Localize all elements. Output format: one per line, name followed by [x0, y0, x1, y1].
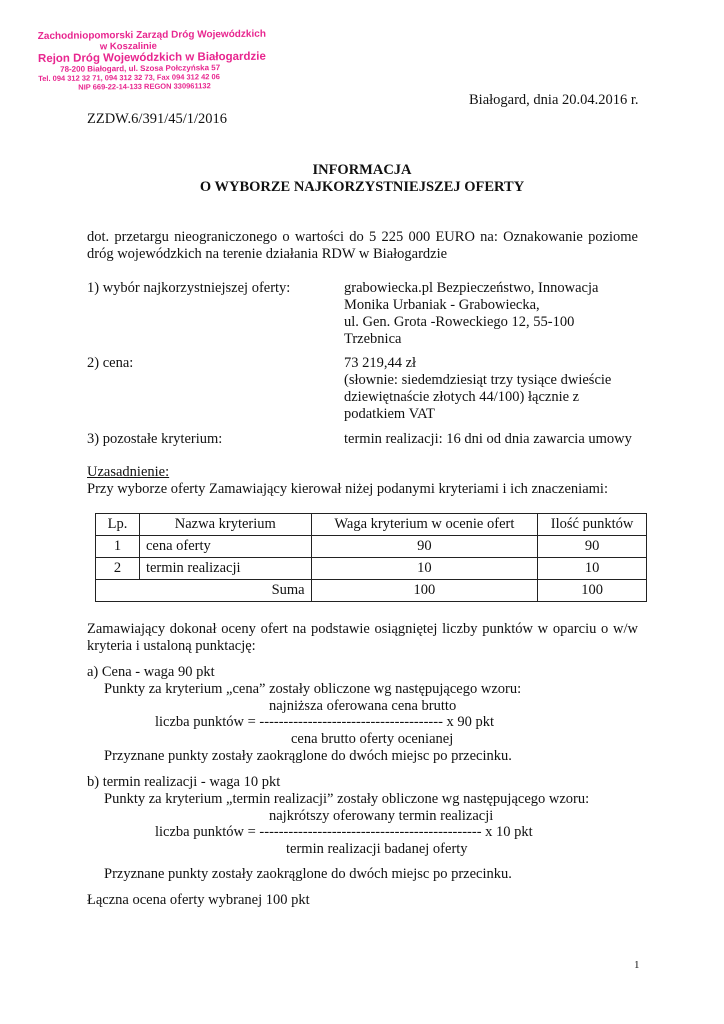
page-number: 1 [634, 959, 640, 971]
criterion-b-intro: Punkty za kryterium „termin realizacji” zostały obliczone wg następującego wzoru: [104, 791, 590, 807]
place-date: Białogard, dnia 20.04.2016 r. [469, 92, 639, 108]
office-stamp [37, 28, 266, 92]
item-label: 1) wybór najkorzystniejszej oferty: [87, 280, 291, 296]
table-row [96, 536, 647, 558]
table-cell: 90 [311, 536, 538, 558]
formula-line: liczba punktów = -------------------------------------- x 90 pkt [155, 714, 495, 730]
formula-numerator: najkrótszy oferowany termin realizacji [269, 808, 494, 824]
item-value: dziewiętnaście złotych 44/100) łącznie z [344, 389, 580, 405]
item-value: Monika Urbaniak - Grabowiecka, [344, 297, 540, 313]
document-title: INFORMACJA [312, 162, 412, 178]
stamp-line: 78-200 Białogard, ul. Szosa Połczyńska 57 [60, 63, 221, 74]
table-header-cell: Ilość punktów [538, 514, 647, 536]
item-value: (słownie: siedemdziesiąt trzy tysiące dwieście [344, 372, 612, 388]
stamp-line: w Koszalinie [99, 40, 157, 53]
formula-line: liczba punktów = ---------------------------------------------- x 10 pkt [155, 824, 533, 840]
table-row [96, 558, 647, 580]
table-cell: cena oferty [139, 536, 311, 558]
item-label: 2) cena: [87, 355, 134, 371]
table-header-cell: Waga kryterium w ocenie ofert [311, 514, 538, 536]
formula-denominator: termin realizacji badanej oferty [286, 841, 468, 857]
table-cell: termin realizacji [139, 558, 311, 580]
formula-numerator: najniższa oferowana cena brutto [269, 698, 457, 714]
table-header-row [96, 514, 647, 536]
reference-number: ZZDW.6/391/45/1/2016 [87, 111, 228, 127]
stamp-line: Tel. 094 312 32 71, 094 312 32 73, Fax 094 312 42 06 [38, 72, 220, 84]
criterion-b-title: b) termin realizacji - waga 10 pkt [87, 774, 281, 790]
table-cell: 10 [311, 558, 538, 580]
sum-weight: 100 [311, 580, 538, 602]
stamp-line: Rejon Dróg Wojewódzkich w Białogardzie [37, 50, 266, 66]
table-header-cell: Lp. [96, 514, 140, 536]
criteria-table [95, 513, 647, 602]
item-value: ul. Gen. Grota -Roweckiego 12, 55-100 [344, 314, 575, 330]
table-cell: 1 [96, 536, 140, 558]
intro-line: dróg wojewódzkich na terenie działania RDW w Białogardzie [87, 246, 448, 262]
table-cell: 10 [538, 558, 647, 580]
table-sum-row [96, 580, 647, 602]
evaluation-paragraph: Zamawiający dokonał oceny ofert na podstawie osiągniętej liczby punktów w oparciu o w/w [87, 621, 638, 637]
evaluation-paragraph: kryteria i ustaloną punktację: [87, 638, 256, 654]
item-label: 3) pozostałe kryterium: [87, 431, 223, 447]
item-value: Trzebnica [344, 331, 402, 347]
sum-label: Suma [96, 580, 312, 602]
document-subtitle: O WYBORZE NAJKORZYSTNIEJSZEJ OFERTY [199, 179, 525, 195]
justification-text: Przy wyborze oferty Zamawiający kierował niżej podanymi kryteriami i ich znaczeniami: [87, 481, 608, 497]
rounding-note: Przyznane punkty zostały zaokrąglone do dwóch miejsc po przecinku. [104, 748, 512, 764]
item-value: 73 219,44 zł [344, 355, 417, 371]
table-cell: 2 [96, 558, 140, 580]
total-score: Łączna ocena oferty wybranej 100 pkt [87, 892, 310, 908]
item-value: grabowiecka.pl Bezpieczeństwo, Innowacja [344, 280, 599, 296]
justification-heading: Uzasadnienie: [87, 464, 170, 480]
table-header-cell: Nazwa kryterium [139, 514, 311, 536]
item-value: termin realizacji: 16 dni od dnia zawarcia umowy [344, 431, 632, 447]
sum-points: 100 [538, 580, 647, 602]
item-value: podatkiem VAT [344, 406, 435, 422]
criterion-a-intro: Punkty za kryterium „cena” zostały obliczone wg następującego wzoru: [104, 681, 522, 697]
intro-line: dot. przetargu nieograniczonego o wartości do 5 225 000 EURO na: Oznakowanie poziome [87, 229, 638, 245]
table-cell: 90 [538, 536, 647, 558]
stamp-line: NIP 669-22-14-133 REGON 330961132 [78, 81, 211, 92]
stamp-line: Zachodniopomorski Zarząd Dróg Wojewódzkich [37, 28, 266, 43]
criterion-a-title: a) Cena - waga 90 pkt [87, 664, 215, 680]
rounding-note: Przyznane punkty zostały zaokrąglone do dwóch miejsc po przecinku. [104, 866, 512, 882]
formula-denominator: cena brutto oferty ocenianej [291, 731, 454, 747]
